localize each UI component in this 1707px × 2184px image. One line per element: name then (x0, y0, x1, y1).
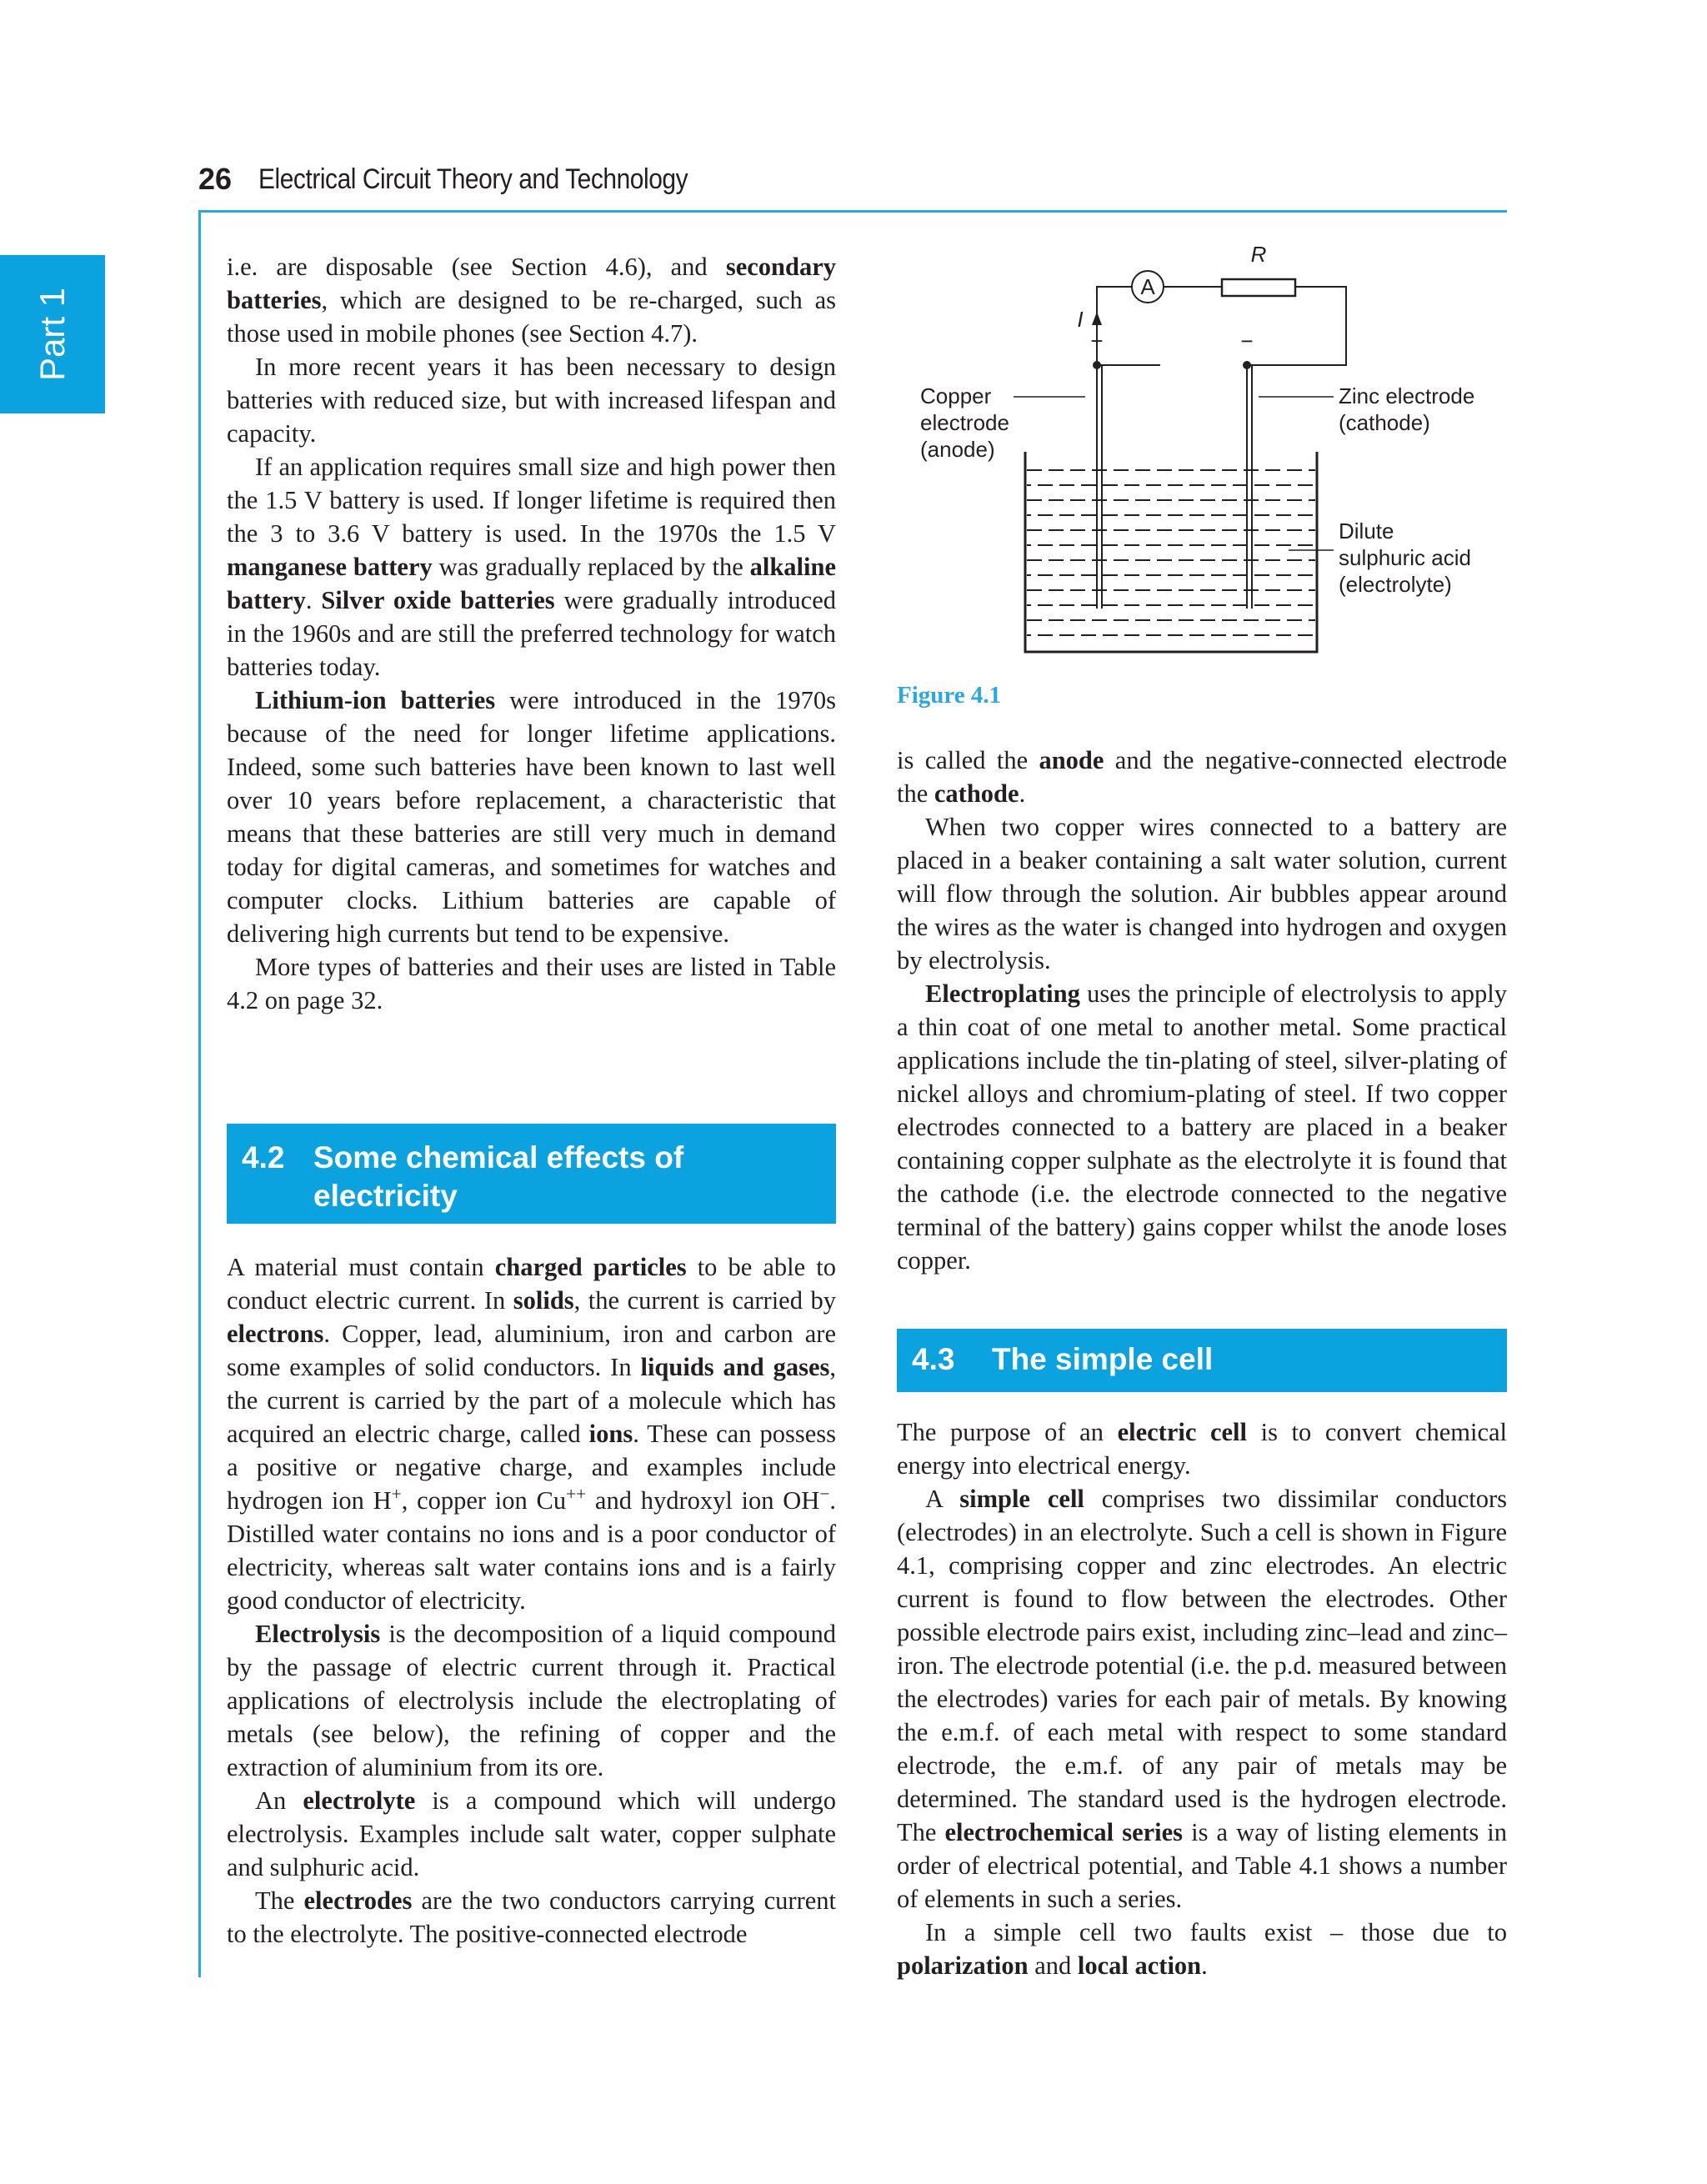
paragraph: The purpose of an electric cell is to convert chemical energy into electrical energy. (897, 1418, 1507, 1480)
section-number: 4.2 (242, 1140, 285, 1175)
running-header (198, 157, 1507, 213)
part-tab (0, 255, 105, 413)
zinc-label-line2: (cathode) (1339, 410, 1430, 435)
current-label: I (1077, 307, 1084, 332)
section-heading-4-2 (227, 1124, 836, 1224)
circuit-wire (1247, 287, 1346, 498)
paragraph: In more recent years it has been necessary to design batteries with reduced size, but with increased lifespan and capacity. (227, 353, 836, 448)
paragraph: A simple cell comprises two dissimilar conductors (electrodes) in an electrolyte. Such a cell is shown in Figure 4.1, comprising copper and zinc electrodes. An electric current is found to flow between the electrodes. Other possible electrode pairs exist, including zinc–lead and zinc–iron. The electrode potential (i.e. the p.d. measured between the electrodes) varies for each pair of metals. By knowing the e.m.f. of each metal with respect to some standard electrode, the e.m.f. of any pair of metals may be determined. The standard used is the hydrogen electrode. The electrochemical series is a way of listing elements in order of electrical potential, and Table 4.1 shows a number of elements in such a series. (897, 1485, 1508, 1913)
paragraph: i.e. are disposable (see Section 4.6), and secondary batteries, which are designed to be re-charged, such as those used in mobile phones (see Section 4.7). (227, 253, 836, 348)
section-number: 4.3 (912, 1342, 955, 1376)
part-tab-label: Part 1 (33, 287, 72, 382)
section-heading-4-3 (897, 1329, 1507, 1392)
section-4-3-body (897, 1415, 1507, 1982)
positive-terminal-label: + (1090, 328, 1104, 353)
paragraph: Electroplating uses the principle of electrolysis to apply a thin coat of one metal to another metal. Some practical applications include the tin-plating of steel, silver-plating of nickel alloys and chromium-plating of steel. If two copper electrodes connected to a battery are placed in a beaker containing copper sulphate as the electrolyte it is found that the cathode (i.e. the electrode connected to the negative terminal of the battery) gains copper whilst the anode loses copper. (897, 979, 1507, 1275)
electrolyte-liquid (1027, 470, 1315, 635)
copper-label-line3: (anode) (920, 437, 995, 462)
zinc-label-line1: Zinc electrode (1339, 383, 1475, 408)
copper-label-line1: Copper (920, 383, 992, 408)
figure-caption: Figure 4.1 (897, 682, 1002, 709)
left-column (227, 250, 836, 1017)
paragraph: More types of batteries and their uses are listed in Table 4.2 on page 32. (227, 953, 836, 1014)
paragraph: Electrolysis is the decomposition of a liquid compound by the passage of electric current through it. Practical applications of electrolysis include the electroplating of metals (see below), the refining of copper and the extraction of aluminium from its ore. (227, 1620, 836, 1781)
section-4-2-body (227, 1250, 836, 1951)
current-arrow-icon (1092, 312, 1102, 325)
acid-label-line1: Dilute (1339, 518, 1394, 543)
resistor (1222, 279, 1295, 296)
resistor-label: R (1250, 243, 1267, 267)
book-title: Electrical Circuit Theory and Technology (258, 163, 688, 195)
section-title: Some chemical effects of electricity (313, 1140, 684, 1213)
paragraph: If an application requires small size and high power then the 1.5 V battery is used. If longer lifetime is required then the 3 to 3.6 V battery is used. In the 1970s the 1.5 V manganese battery was gradually replaced by the alkaline battery. Silver oxide batteries were gradually introduced in the 1960s and are still the preferred technology for watch batteries today. (227, 453, 837, 681)
paragraph: An electrolyte is a compound which will undergo electrolysis. Examples include salt water, copper sulphate and sulphuric acid. (227, 1786, 836, 1881)
acid-label-line2: sulphuric acid (1339, 545, 1471, 570)
copper-label-line2: electrode (920, 410, 1009, 435)
beaker (1025, 452, 1317, 652)
page-number: 26 (198, 162, 233, 196)
margin-rule (198, 210, 201, 1977)
acid-label-line3: (electrolyte) (1339, 572, 1452, 597)
paragraph: The electrodes are the two conductors carrying current to the electrolyte. The positive-connected electrode (227, 1886, 836, 1948)
ammeter-label: A (1140, 274, 1155, 299)
paragraph: is called the anode and the negative-connected electrode the cathode. (897, 746, 1507, 808)
negative-terminal-label: − (1240, 328, 1254, 353)
paragraph: A material must contain charged particles to be able to conduct electric current. In solids, the current is carried by electrons. Copper, lead, aluminium, iron and carbon are some examples of solid conductors. In liquids and gases, the current is carried by the part of a molecule which has acquired an electric charge, called ions. These can possess a positive or negative charge, and examples include hydrogen ion H+, copper ion Cu++ and hydroxyl ion OH−. Distilled water contains no ions and is a poor conductor of electricity, whereas salt water contains ions and is a fairly good conductor of electricity. (227, 1253, 836, 1615)
section-title: The simple cell (992, 1342, 1214, 1376)
right-column (897, 744, 1507, 1277)
paragraph: In a simple cell two faults exist – those due to polarization and local action. (897, 1918, 1507, 1980)
paragraph: Lithium-ion batteries were introduced in the 1970s because of the need for longer lifetime applications. Indeed, some such batteries have been known to last well over 10 years before replacement, a characteristic that means that these batteries are still very much in demand today for digital cameras, and sometimes for watches and computer clocks. Lithium batteries are capable of delivering high currents but tend to be expensive. (227, 686, 836, 948)
paragraph: When two copper wires connected to a battery are placed in a beaker containing a salt water solution, current will flow through the solution. Air bubbles appear around the wires as the water is changed into hydrogen and oxygen by electrolysis. (897, 813, 1507, 974)
simple-cell-diagram (897, 243, 1507, 660)
